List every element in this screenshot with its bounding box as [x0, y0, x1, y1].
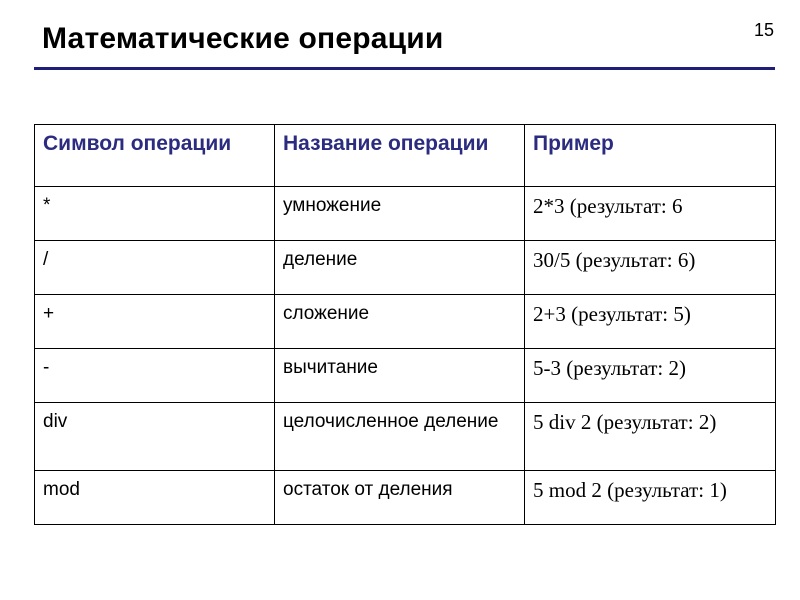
title-underline — [34, 67, 775, 70]
cell-example: 5 div 2 (результат: 2) — [525, 403, 776, 471]
cell-name: остаток от деления — [275, 471, 525, 525]
cell-example: 2*3 (результат: 6 — [525, 187, 776, 241]
cell-name: вычитание — [275, 349, 525, 403]
cell-example: 30/5 (результат: 6) — [525, 241, 776, 295]
cell-symbol: + — [35, 295, 275, 349]
cell-example: 5 mod 2 (результат: 1) — [525, 471, 776, 525]
cell-example: 5-3 (результат: 2) — [525, 349, 776, 403]
cell-symbol: div — [35, 403, 275, 471]
header-name: Название операции — [275, 125, 525, 187]
cell-name: умножение — [275, 187, 525, 241]
slide-title: Математические операции — [42, 22, 444, 55]
table-row — [35, 295, 776, 349]
table-row — [35, 471, 776, 525]
header-symbol: Символ операции — [35, 125, 275, 187]
cell-example: 2+3 (результат: 5) — [525, 295, 776, 349]
operations-table — [34, 124, 776, 525]
page-number: 15 — [753, 20, 774, 40]
cell-symbol: / — [35, 241, 275, 295]
table-header-row — [35, 125, 776, 187]
cell-symbol: mod — [35, 471, 275, 525]
cell-name: деление — [275, 241, 525, 295]
cell-name: целочисленное деление — [275, 403, 525, 471]
cell-symbol: - — [35, 349, 275, 403]
table-row — [35, 349, 776, 403]
table-row — [35, 187, 776, 241]
table-row — [35, 241, 776, 295]
cell-name: сложение — [275, 295, 525, 349]
cell-symbol: * — [35, 187, 275, 241]
header-example: Пример — [525, 125, 776, 187]
table-row — [35, 403, 776, 471]
